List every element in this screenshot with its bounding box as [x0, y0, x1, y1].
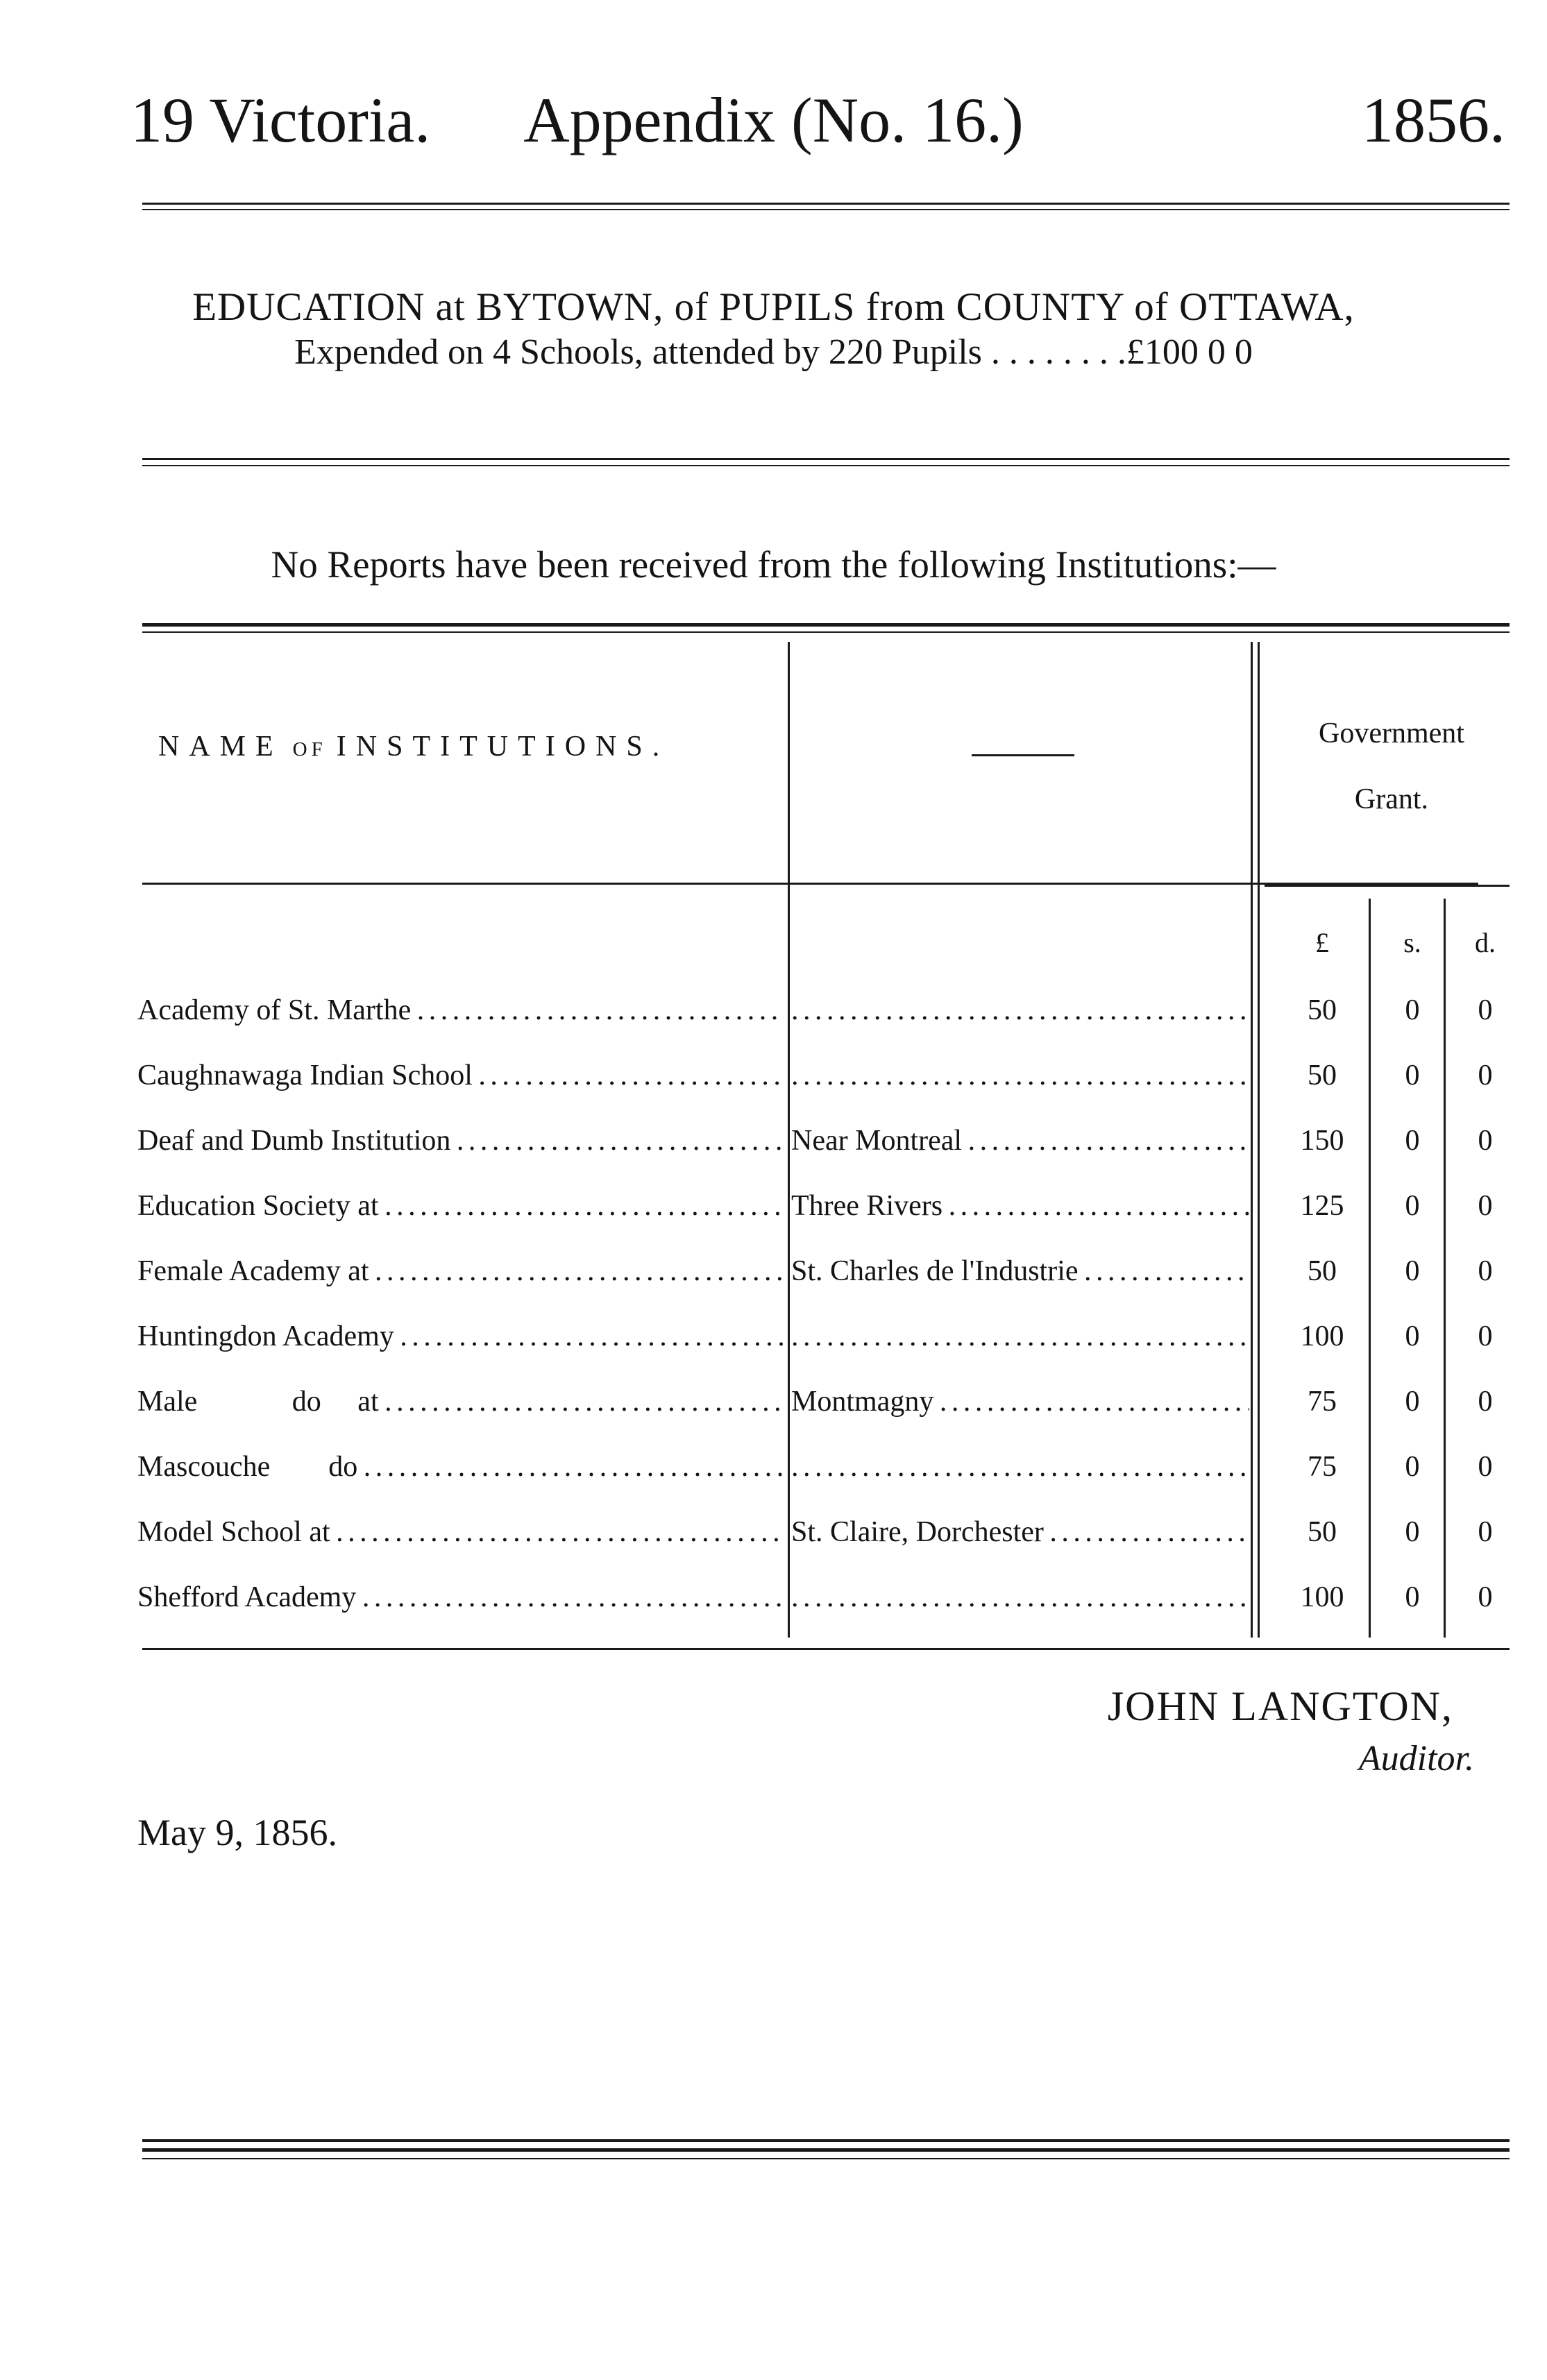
- table-row: [0, 1059, 1547, 1124]
- institution-name: Education Society at . . .: [137, 1189, 783, 1223]
- unit-pence: d.: [1475, 927, 1496, 958]
- grant-pence: 0: [1478, 994, 1493, 1026]
- intro-rule-bottom: [142, 465, 1510, 466]
- grant-pounds: 50: [1308, 1060, 1337, 1091]
- institution-name: Shefford Academy . . .: [137, 1581, 783, 1614]
- auditor-title: Auditor.: [1358, 1739, 1474, 1778]
- grant-shillings: 0: [1405, 1516, 1420, 1548]
- institution-place: [791, 1581, 1249, 1614]
- table-row: [0, 1385, 1547, 1450]
- table-rule-top-thin: [142, 631, 1510, 633]
- column-head-place-dash: [972, 754, 1074, 756]
- table-row: [0, 1450, 1547, 1515]
- unit-pounds: £: [1315, 927, 1329, 958]
- grant-shillings: 0: [1405, 994, 1420, 1026]
- grant-pence: 0: [1478, 1060, 1493, 1091]
- institution-place: St. Claire, Dorchester . . .: [791, 1515, 1249, 1549]
- footer-rule-3: [142, 2158, 1510, 2159]
- institution-place: [791, 1320, 1249, 1353]
- education-subtitle: Expended on 4 Schools, attended by 220 Pupils . . . . . . . .£100 0 0: [294, 332, 1253, 372]
- report-date: May 9, 1856.: [137, 1812, 337, 1853]
- institution-name: Male do at . . .: [137, 1385, 783, 1418]
- institution-name: Huntingdon Academy . . .: [137, 1320, 783, 1353]
- institution-name: Mascouche do . . .: [137, 1450, 783, 1484]
- table-row: [0, 1255, 1547, 1320]
- grant-pence: 0: [1478, 1320, 1493, 1352]
- grant-pence: 0: [1478, 1386, 1493, 1418]
- grant-head-rule: [1265, 885, 1510, 887]
- grant-pence: 0: [1478, 1451, 1493, 1483]
- grant-pounds: 50: [1308, 1255, 1337, 1287]
- grant-pounds: 75: [1308, 1451, 1337, 1483]
- grant-pounds: 150: [1300, 1125, 1344, 1157]
- grant-pounds: 75: [1308, 1386, 1337, 1418]
- header-appendix: Appendix (No. 16.): [523, 85, 1024, 155]
- auditor-name: JOHN LANGTON,: [1107, 1683, 1453, 1729]
- grant-pounds: 100: [1300, 1581, 1344, 1613]
- institution-place: [791, 994, 1249, 1027]
- column-head-grant: Government Grant.: [1319, 717, 1464, 815]
- table-row: [0, 1320, 1547, 1385]
- column-head-name: NAME OF INSTITUTIONS.: [158, 731, 670, 763]
- grant-shillings: 0: [1405, 1190, 1420, 1222]
- header-rule-top: [142, 203, 1510, 205]
- header-year: 1856.: [1362, 85, 1505, 155]
- table-rule-bottom: [142, 1648, 1510, 1650]
- grant-pence: 0: [1478, 1125, 1493, 1157]
- institution-place: Three Rivers . . .: [791, 1189, 1249, 1223]
- institution-name: Female Academy at . . .: [137, 1255, 783, 1288]
- institution-place: St. Charles de l'Industrie . . .: [791, 1255, 1249, 1288]
- grant-pounds: 100: [1300, 1320, 1344, 1352]
- institution-place: [791, 1059, 1249, 1092]
- table-row: [0, 1581, 1547, 1646]
- institution-name: Academy of St. Marthe . . .: [137, 994, 783, 1027]
- institution-place: Montmagny . . .: [791, 1385, 1249, 1418]
- grant-shillings: 0: [1405, 1320, 1420, 1352]
- grant-pence: 0: [1478, 1516, 1493, 1548]
- grant-pounds: 50: [1308, 1516, 1337, 1548]
- grant-pence: 0: [1478, 1581, 1493, 1613]
- unit-shillings: s.: [1403, 927, 1421, 958]
- institution-name: Deaf and Dumb Institution . . .: [137, 1124, 783, 1157]
- table-row: [0, 1124, 1547, 1189]
- table-row: [0, 1515, 1547, 1581]
- grant-shillings: 0: [1405, 1386, 1420, 1418]
- header-victoria: 19 Victoria.: [130, 85, 431, 155]
- no-reports-notice: No Reports have been received from the following Institutions:—: [271, 543, 1276, 586]
- institution-place: Near Montreal . . .: [791, 1124, 1249, 1157]
- grant-pence: 0: [1478, 1190, 1493, 1222]
- grant-pence: 0: [1478, 1255, 1493, 1287]
- grant-pounds: 125: [1300, 1190, 1344, 1222]
- institution-place: [791, 1450, 1249, 1484]
- intro-rule-top: [142, 458, 1510, 460]
- grant-shillings: 0: [1405, 1451, 1420, 1483]
- table-rule-top-thick: [142, 623, 1510, 627]
- grant-shillings: 0: [1405, 1060, 1420, 1091]
- grant-shillings: 0: [1405, 1125, 1420, 1157]
- grant-shillings: 0: [1405, 1581, 1420, 1613]
- footer-rule-1: [142, 2139, 1510, 2142]
- table-row: [0, 994, 1547, 1059]
- education-title: EDUCATION at BYTOWN, of PUPILS from COUNTY of OTTAWA,: [192, 285, 1355, 329]
- grant-pounds: 50: [1308, 994, 1337, 1026]
- grant-shillings: 0: [1405, 1255, 1420, 1287]
- header-rule-bottom: [142, 209, 1510, 210]
- footer-rule-2: [142, 2148, 1510, 2152]
- table-row: [0, 1189, 1547, 1255]
- institution-name: Caughnawaga Indian School . . .: [137, 1059, 783, 1092]
- institution-name: Model School at . . .: [137, 1515, 783, 1549]
